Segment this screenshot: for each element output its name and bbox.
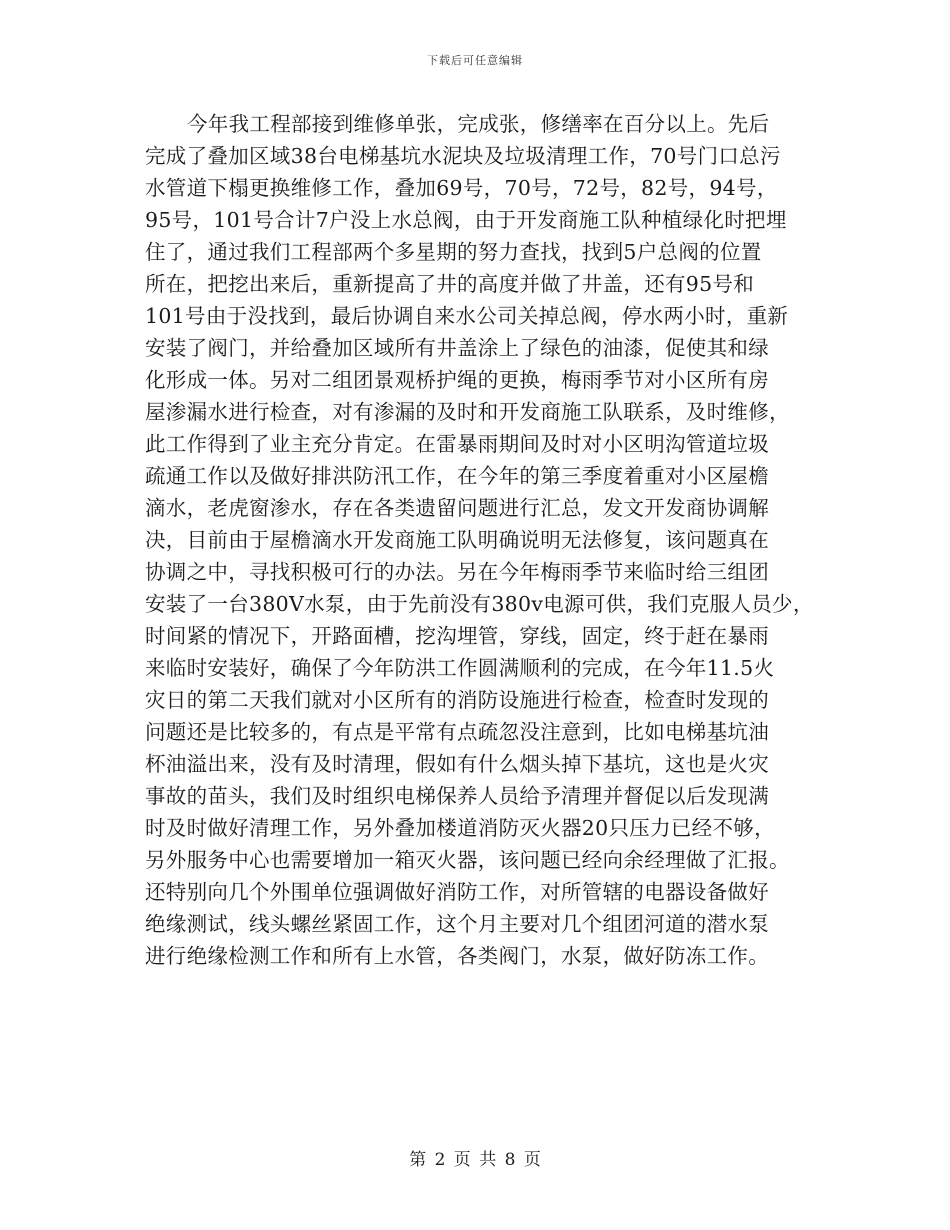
paragraph-line: 绝缘测试，线头螺丝紧固工作，这个月主要对几个组团河道的潜水泵 xyxy=(145,912,769,936)
paragraph-line: 95号，101号合计7户没上水总阀，由于开发商施工队种植绿化时把埋 xyxy=(145,208,787,232)
paragraph-line: 安装了阀门，并给叠加区域所有井盖涂上了绿色的油漆，促使其和绿 xyxy=(145,336,769,360)
paragraph-line: 还特别向几个外围单位强调做好消防工作，对所管辖的电器设备做好 xyxy=(145,880,769,904)
paragraph-line: 安装了一台380V水泵，由于先前没有380v电源可供，我们克服人员少， xyxy=(145,592,814,616)
paragraph-line: 此工作得到了业主充分肯定。在雷暴雨期间及时对小区明沟管道垃圾 xyxy=(145,432,769,456)
paragraph-line: 水管道下榻更换维修工作，叠加69号，70号，72号，82号，94号， xyxy=(145,176,778,200)
paragraph-line: 事故的苗头，我们及时组织电梯保养人员给予清理并督促以后发现满 xyxy=(145,784,769,808)
paragraph-line: 灾日的第二天我们就对小区所有的消防设施进行检查，检查时发现的 xyxy=(145,688,769,712)
paragraph-line: 滴水，老虎窗渗水，存在各类遗留问题进行汇总，发文开发商协调解 xyxy=(145,496,769,520)
page-header: 下载后可任意编辑 xyxy=(427,54,523,67)
paragraph-line: 所在，把挖出来后，重新提高了井的高度并做了井盖，还有95号和 xyxy=(145,272,755,296)
paragraph-line: 决，目前由于屋檐滴水开发商施工队明确说明无法修复，该问题真在 xyxy=(145,528,769,552)
paragraph-line: 另外服务中心也需要增加一箱灭火器，该问题已经向余经理做了汇报。 xyxy=(145,848,790,872)
paragraph-line: 化形成一体。另对二组团景观桥护绳的更换，梅雨季节对小区所有房 xyxy=(145,368,769,392)
paragraph-line: 时及时做好清理工作，另外叠加楼道消防灭火器20只压力已经不够， xyxy=(145,816,775,840)
paragraph-line: 屋渗漏水进行检查，对有渗漏的及时和开发商施工队联系，及时维修， xyxy=(145,400,790,424)
paragraph-line: 住了，通过我们工程部两个多星期的努力查找，找到5户总阀的位置 xyxy=(145,240,762,264)
paragraph-line: 101号由于没找到，最后协调自来水公司关掉总阀，停水两小时，重新 xyxy=(145,304,789,328)
paragraph-line: 完成了叠加区域38台电梯基坑水泥块及垃圾清理工作，70号门口总污 xyxy=(145,144,781,168)
paragraph-line: 来临时安装好，确保了今年防洪工作圆满顺利的完成，在今年11.5火 xyxy=(145,656,775,680)
paragraph-line: 问题还是比较多的，有点是平常有点疏忽没注意到，比如电梯基坑油 xyxy=(145,720,769,744)
paragraph-line: 协调之中，寻找积极可行的办法。另在今年梅雨季节来临时给三组团 xyxy=(145,560,769,584)
paragraph-line: 杯油溢出来，没有及时清理，假如有什么烟头掉下基坑，这也是火灾 xyxy=(145,752,769,776)
paragraph-line: 疏通工作以及做好排洪防汛工作，在今年的第三季度着重对小区屋檐 xyxy=(145,464,769,488)
page-number-footer: 第 2 页 共 8 页 xyxy=(409,1150,541,1170)
paragraph-line: 今年我工程部接到维修单张，完成张，修缮率在百分以上。先后 xyxy=(187,112,770,136)
paragraph-line: 进行绝缘检测工作和所有上水管，各类阀门，水泵，做好防冻工作。 xyxy=(145,944,769,968)
paragraph-line: 时间紧的情况下，开路面槽，挖沟埋管，穿线，固定，终于赶在暴雨 xyxy=(145,624,769,648)
